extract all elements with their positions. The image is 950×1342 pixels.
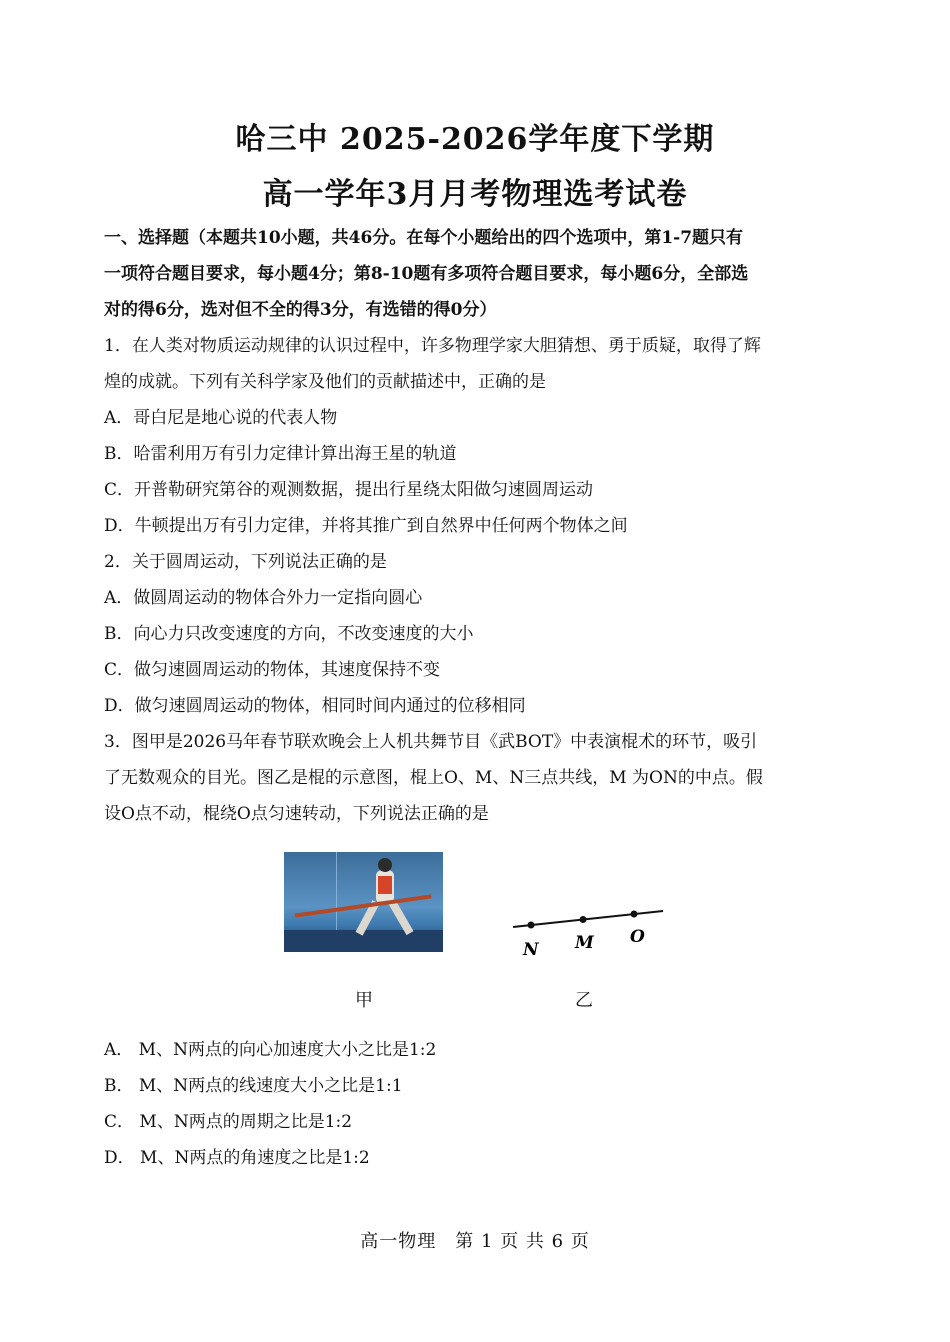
point-n-dot: [528, 922, 535, 929]
q3-stem-line1: 3．图甲是2026马年春节联欢晚会上人机共舞节目《武BOT》中表演棍术的环节，吸引: [104, 732, 758, 752]
figure-jia-photo: [284, 852, 443, 952]
q3-option-b: B． M、N两点的线速度大小之比是1:1: [104, 1076, 403, 1096]
q1-option-c: C．开普勒研究第谷的观测数据，提出行星绕太阳做匀速圆周运动: [104, 480, 594, 500]
section-instructions-line1: 一、选择题（本题共10小题，共46分。在每个小题给出的四个选项中，第1-7题只有: [104, 228, 744, 248]
figure-caption-yi: 乙: [575, 990, 593, 1011]
q2-option-b: B．向心力只改变速度的方向，不改变速度的大小: [104, 624, 474, 644]
q1-option-b: B．哈雷利用万有引力定律计算出海王星的轨道: [104, 444, 457, 464]
q3-stem-line3: 设O点不动，棍绕O点匀速转动，下列说法正确的是: [104, 804, 489, 824]
q1-stem-line2: 煌的成就。下列有关科学家及他们的贡献描述中，正确的是: [104, 372, 546, 392]
section-instructions-line3: 对的得6分，选对但不全的得3分，有选错的得0分）: [104, 300, 497, 320]
q3-stem-line2: 了无数观众的目光。图乙是棍的示意图，棍上O、M、N三点共线，M 为ON的中点。假: [104, 768, 763, 788]
q2-option-c: C．做匀速圆周运动的物体，其速度保持不变: [104, 660, 441, 680]
exam-title-line1: 哈三中 2025-2026学年度下学期: [235, 122, 715, 157]
figure-yi-stick-diagram: [505, 900, 675, 970]
section-instructions-line2: 一项符合题目要求，每小题4分；第8-10题有多项符合题目要求，每小题6分，全部选: [104, 264, 749, 284]
point-m-label: M: [575, 933, 594, 953]
q1-stem-line1: 1．在人类对物质运动规律的认识过程中，许多物理学家大胆猜想、勇于质疑，取得了辉: [104, 336, 761, 356]
q1-option-a: A．哥白尼是地心说的代表人物: [104, 408, 338, 428]
q3-option-c: C． M、N两点的周期之比是1:2: [104, 1112, 353, 1132]
figure-caption-jia: 甲: [355, 990, 373, 1011]
exam-title-line2: 高一学年3月月考物理选考试卷: [262, 177, 688, 212]
point-n-label: N: [523, 940, 539, 960]
q3-option-d: D． M、N两点的角速度之比是1:2: [104, 1148, 370, 1168]
page-footer: 高一物理 第 1 页 共 6 页: [360, 1231, 590, 1252]
point-o-dot: [631, 911, 638, 918]
q2-option-a: A．做圆周运动的物体合外力一定指向圆心: [104, 588, 423, 608]
q3-option-a: A． M、N两点的向心加速度大小之比是1:2: [104, 1040, 437, 1060]
point-m-dot: [580, 916, 587, 923]
stick-line: [513, 911, 663, 927]
q2-stem: 2．关于圆周运动，下列说法正确的是: [104, 552, 387, 572]
q1-option-d: D．牛顿提出万有引力定律，并将其推广到自然界中任何两个物体之间: [104, 516, 628, 536]
q2-option-d: D．做匀速圆周运动的物体，相同时间内通过的位移相同: [104, 696, 526, 716]
point-o-label: O: [630, 927, 645, 947]
